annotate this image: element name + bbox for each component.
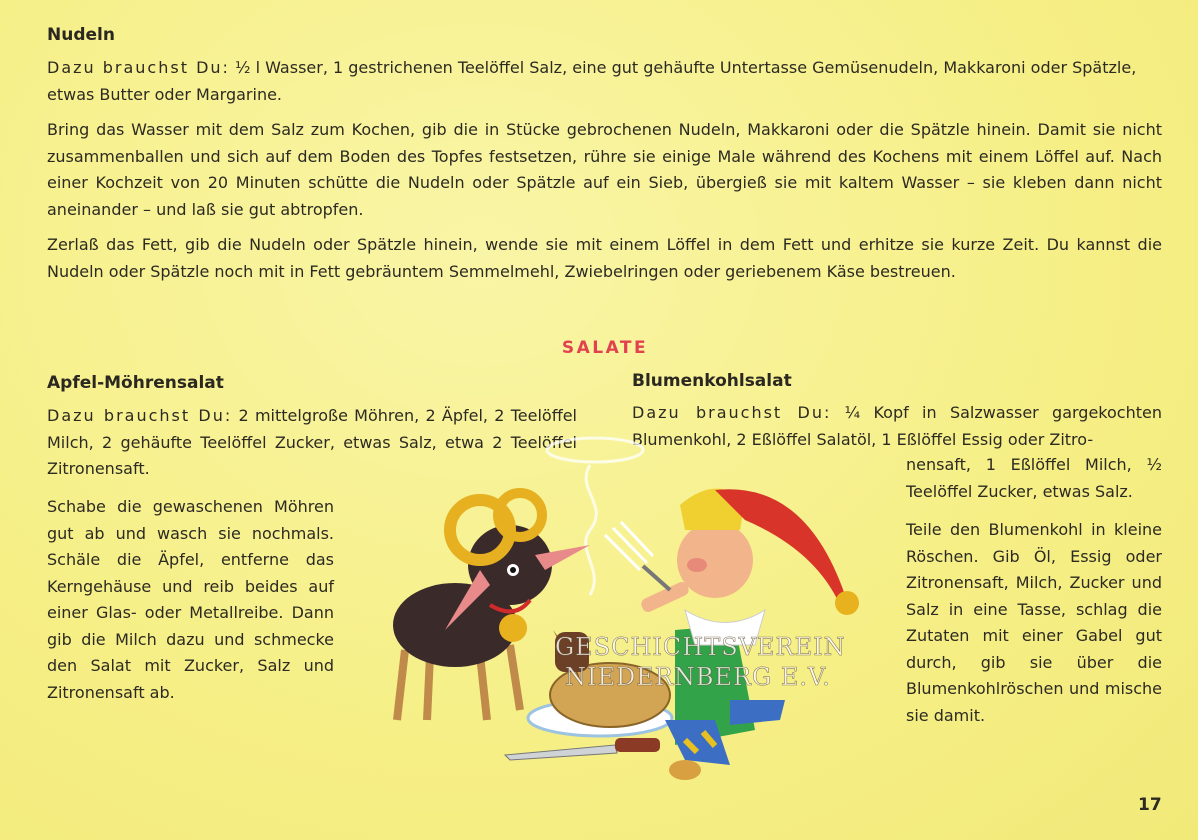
nudeln-ingredients-lead: Dazu brauchst Du: (47, 58, 230, 77)
apfel-ingredients-text: 2 mittelgroße Möhren, 2 Äpfel, 2 Teelöffel Milch, 2 gehäufte Teelöffel Zucker, etwas Salz, etwa 2 Teelöffel Zitronensaft. (47, 406, 577, 478)
nudeln-paragraph-2: Zerlaß das Fett, gib die Nudeln oder Spätzle hinein, wende sie mit einem Löffel in dem Fett und erhitze sie kurze Zeit. Du kannst die Nudeln oder Spätzle noch mit in Fett gebräuntem Semmelmehl, Zwiebelringen oder geriebenem Käse bestreuen. (47, 235, 1162, 281)
apfel-ingredients-lead: Dazu brauchst Du: (47, 406, 233, 425)
page-number: 17 (1138, 795, 1162, 815)
apfel-title: Apfel-Möhrensalat (47, 373, 224, 393)
blumenkohl-ingredients-text-1: ¼ Kopf in Salzwasser gargekochten Blumenkohl, 2 Eßlöffel Salatöl, 1 Eßlöffel Essig oder Zitro- (632, 403, 1162, 449)
nudeln-title: Nudeln (47, 25, 115, 45)
apfel-method: Schabe die gewaschenen Möhren gut ab und wasch sie nochmals. Schäle die Äpfel, entferne das Kerngehäuse und reib beides auf einer Glas- oder Metallreibe. Dann gib die Milch dazu und schmecke den Salat mit Zucker, Salz und Zitronensaft ab. (47, 497, 334, 702)
steam-icon (547, 438, 643, 595)
watermark-line-2: NIEDERNBERG E.V. (565, 663, 831, 691)
nudeln-paragraph-1: Bring das Wasser mit dem Salz zum Kochen, gib die in Stücke gebrochenen Nudeln, Makkaroni oder die Spätzle hinein. Damit sie nicht zusammenballen und sich auf dem Boden des Topfes festsetzen, rühre sie einige Male während des Kochens mit einem Löffel auf. Nach einer Kochzeit von 20 Minuten schütte die Nudeln oder Spätzle auf ein Sieb, übergieß sie mit kaltem Wasser – sie kleben dann nicht aneinander – und laß sie gut abtropfen. (47, 120, 1162, 219)
watermark-line-1: GESCHICHTSVEREIN (555, 633, 846, 661)
nudeln-ingredients (47, 55, 1162, 108)
blumenkohl-ingredients-part-2: nensaft, 1 Eßlöffel Milch, ½ Teelöffel Zucker, etwas Salz. (906, 455, 1162, 501)
watermark (555, 632, 846, 692)
blumenkohl-ingredients-lead: Dazu brauchst Du: (632, 403, 832, 422)
section-title-salate: SALATE (561, 338, 649, 358)
blumenkohl-method: Teile den Blumenkohl in kleine Röschen. Gib Öl, Essig oder Zitronensaft, Milch, Zucker und Salz in eine Tasse, schlag die Zutaten mit einer Gabel gut durch, gib sie über die Blumenkohlröschen und mische sie damit. (906, 520, 1162, 725)
blumenkohl-title: Blumenkohlsalat (632, 371, 792, 391)
illustration-ram-and-gnome (385, 420, 885, 780)
knife-icon (505, 738, 660, 760)
nudeln-ingredients-text: ½ l Wasser, 1 gestrichenen Teelöffel Salz, eine gut gehäufte Untertasse Gemüsenudeln, Makkaroni oder Spätzle, etwas Butter oder Margarine. (47, 58, 1137, 104)
